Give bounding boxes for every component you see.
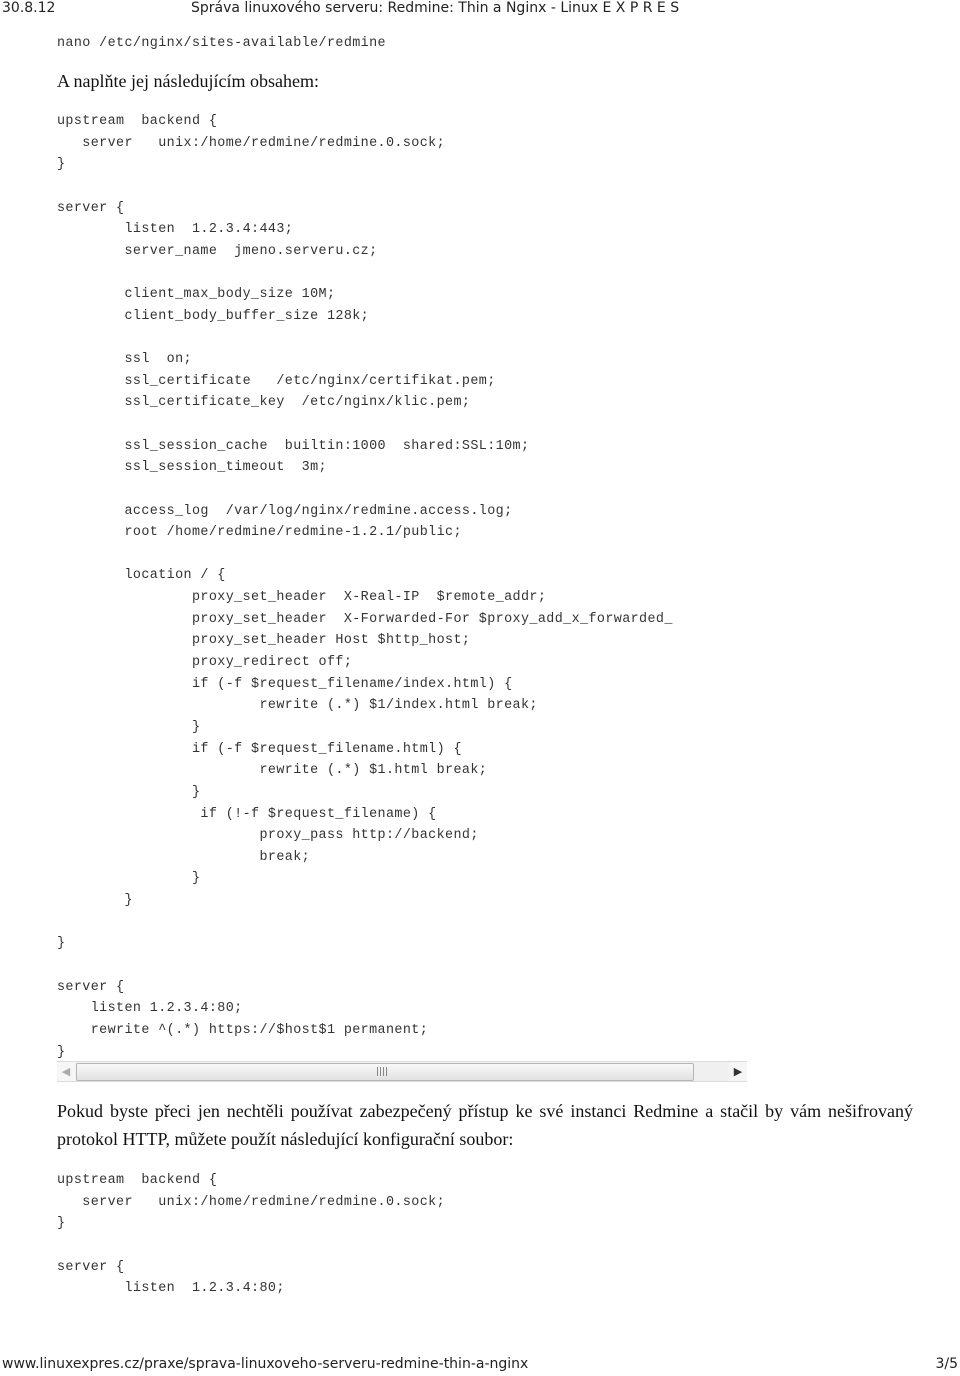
nginx-http-config: upstream backend { server unix:/home/redmine/redmine.0.sock; } server { listen 1.2.3.4:80; xyxy=(57,1173,446,1297)
page-title: Správa linuxového serveru: Redmine: Thin a Nginx - Linux E X P R E S xyxy=(191,0,680,16)
scrollbar-thumb[interactable] xyxy=(76,1063,694,1081)
scrollbar-grip-icon xyxy=(377,1067,387,1076)
nginx-https-config: upstream backend { server unix:/home/redmine/redmine.0.sock; } server { listen 1.2.3.4:443; server_name jmeno.serveru.cz; client_max_body_size 10M; client_body_buffer_size 128k; ssl on; ssl_certificate /etc/nginx/certifikat.pem; ssl_certificate_key /etc/nginx/klic.pem; ssl_session_cache builtin:1000 shared:SSL:10m; ssl_session_timeout 3m; access_log /var/log/nginx/redmine.access.log; root /home/redmine/redmine-1.2.1/public; location / { proxy_set_header X-Real-IP $remote_addr; proxy_set_header X-Forwarded-For $proxy_add_x_forwarded_ proxy_set_header Host $http_host; proxy_redirect off; if (-f $request_filename/index.html) { rewrite (.*) $1/index.html break; } if (-f $request_filename.html) { rewrite (.*) $1.html break; } if (!-f $request_filename) { proxy_pass http://backend; break; } } } server { listen 1.2.3.4:80; rewrite ^(.*) https://$host$1 permanent; } xyxy=(57,114,673,1060)
scroll-right-icon[interactable]: ▶ xyxy=(729,1062,747,1081)
print-date: 30.8.12 xyxy=(2,0,56,16)
code-horizontal-scrollbar[interactable] xyxy=(57,1061,747,1082)
print-header xyxy=(0,0,960,20)
scroll-left-icon[interactable]: ◀ xyxy=(57,1062,75,1081)
print-footer xyxy=(0,1356,960,1376)
intro-text: A naplňte jej následujícím obsahem: xyxy=(57,71,319,91)
http-paragraph: Pokud byste přeci jen nechtěli používat zabezpečený přístup ke své instanci Redmine a stačil by vám nešifrovaný protokol HTTP, můžete použít následující konfigurační soubor: xyxy=(57,1101,913,1149)
command-code: nano /etc/nginx/sites-available/redmine xyxy=(57,36,386,51)
page-number: 3/5 xyxy=(935,1356,958,1372)
page-url: www.linuxexpres.cz/praxe/sprava-linuxoveho-serveru-redmine-thin-a-nginx xyxy=(2,1356,529,1372)
